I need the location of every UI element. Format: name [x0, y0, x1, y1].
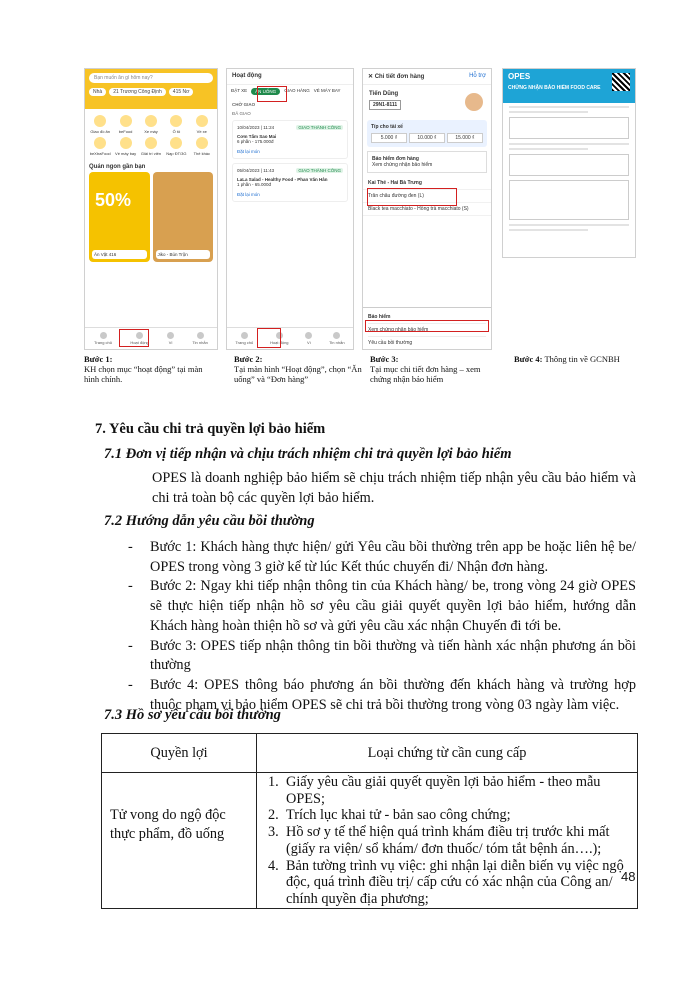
food-cards — [85, 172, 217, 262]
certificate-text-line — [509, 111, 588, 113]
promo-label: 50% — [95, 190, 132, 210]
food-card-name: Ăn Vặt 416 — [92, 250, 147, 259]
sheet-item: Xem chứng nhận bảo hiểm — [368, 324, 486, 337]
bottom-nav — [227, 327, 353, 349]
table-cell-benefit: Tử vong do ngộ độc thực phẩm, đồ uống — [102, 773, 257, 909]
list-number: 1. — [268, 774, 279, 790]
order-item: Black tea macchiato - Hồng trà macchiato (S) — [363, 203, 491, 216]
service-label: Xe máy — [144, 129, 158, 134]
list-item — [263, 807, 631, 824]
table-header-row — [102, 734, 638, 773]
food-card-name: Jiko - Bún Trộn — [156, 250, 211, 259]
list-item — [263, 858, 631, 908]
screenshot-home — [84, 68, 218, 350]
certificate-table — [509, 180, 629, 220]
close-icon: ✕ — [368, 74, 375, 80]
list-number: 4. — [268, 857, 279, 874]
page-number: 48 — [621, 869, 636, 884]
service-label: Giải trí viên — [140, 151, 162, 156]
tab-active: ĂN UỐNG — [251, 88, 280, 95]
subsection-heading: 7.2 Hướng dẫn yêu cầu bồi thường — [104, 513, 315, 529]
service-item — [140, 137, 162, 156]
order-detail-header — [363, 69, 491, 85]
service-item — [89, 137, 111, 156]
table-header: Quyền lợi — [102, 734, 257, 773]
caption-step-3 — [370, 354, 500, 384]
document-text: Bản tường trình vụ việc: ghi nhận lại diễn biến vụ việc ngộ độc, quá trình điều trị/ cấp cứu có xác nhận của Công an/ chính quyền địa phương; — [286, 857, 624, 907]
highlight-box — [257, 86, 287, 102]
section-label: CHỜ GIAO — [232, 102, 256, 107]
driver-name: Tiến Dũng — [369, 91, 399, 97]
certificate-text-line — [509, 224, 629, 226]
service-item — [191, 115, 213, 134]
tip-option: 10.000 ₫ — [409, 133, 445, 143]
list-item: - Bước 3: OPES tiếp nhận thông tin bồi thường và tiến hành xác nhận phương án bồi thường — [128, 637, 636, 676]
nav-item: Trang chủ — [235, 332, 253, 345]
list-item — [263, 824, 631, 857]
screenshot-order-detail — [362, 68, 492, 350]
service-item — [191, 137, 213, 156]
home-header — [85, 69, 217, 109]
caption-text: KH chọn mục “hoạt động” tại màn hình chính. — [84, 364, 203, 384]
certificate-title: CHỨNG NHẬN BẢO HIỂM FOOD CARE — [508, 85, 601, 91]
subsection-heading: 7.1 Đơn vị tiếp nhận và chịu trách nhiệm chi trả quyền lợi bảo hiểm — [104, 446, 512, 462]
order-date: 05/04/2023 | 11:43 — [237, 168, 275, 173]
nav-item: Tin nhắn — [329, 332, 344, 345]
caption-text: Tại màn hình “Hoạt động”, chọn “Ăn uống” và “Đơn hàng” — [234, 364, 362, 384]
service-label: beFood — [118, 129, 133, 134]
documents-list — [263, 774, 631, 908]
insurance-sub: Xem chứng nhận bảo hiểm — [372, 162, 433, 168]
service-item — [165, 115, 187, 134]
table-row — [102, 773, 638, 909]
home-address-chips — [89, 88, 213, 96]
order-status: GIAO THÀNH CÔNG — [298, 168, 341, 173]
nav-item: Ví — [305, 332, 312, 345]
list-item — [263, 774, 631, 807]
list-item: - Bước 4: OPES thông báo phương án bồi thường đến khách hàng và trường hợp thuộc phạm vi bảo hiểm OPES sẽ chi trả bồi thường trong vòng 03 ngày làm việc. — [128, 676, 636, 715]
tip-box — [367, 120, 487, 147]
chip: 415 Nơ — [169, 88, 194, 96]
opes-logo: OPES — [508, 72, 531, 81]
certificate-header — [503, 69, 635, 103]
highlight-box — [257, 328, 281, 348]
highlight-box — [119, 329, 149, 347]
license-plate: 29N1-8111 — [369, 100, 401, 110]
list-item: - Bước 2: Ngay khi tiếp nhận thông tin của Khách hàng/ be, trong vòng 24 giờ OPES sẽ thực hiện tiếp nhận hồ sơ yêu cầu giải quyết quyền lợi bảo hiểm, hướng dẫn Khách hàng hoàn thiện hồ sơ và gửi yêu cầu xác nhận Chuyến đi tới be. — [128, 577, 636, 636]
service-label: Về xe — [196, 129, 207, 134]
service-label: Ô tô — [172, 129, 181, 134]
caption-step: Bước 1: — [84, 354, 113, 364]
tip-option: 5.000 ₫ — [371, 133, 407, 143]
near-title: Quán ngon gần bạn — [89, 164, 146, 170]
caption-text: Tại mục chi tiết đơn hàng – xem chứng nhận bảo hiểm — [370, 364, 481, 384]
order-name: Cơm Tấm Sao Mai — [237, 134, 277, 139]
service-item — [114, 137, 136, 156]
service-icon — [196, 115, 208, 127]
subsection-heading: 7.3 Hồ sơ yêu cầu bồi thường — [104, 707, 281, 723]
food-card — [89, 172, 150, 262]
service-icon — [145, 137, 157, 149]
table-header: Loại chứng từ cần cung cấp — [257, 734, 638, 773]
document-text: Giấy yêu cầu giải quyết quyền lợi bảo hiểm - theo mẫu OPES; — [286, 774, 601, 807]
insurance-title: Bảo hiểm đơn hàng — [372, 156, 419, 162]
certificate-text-line — [509, 106, 629, 108]
shop-name: Kai Thé - Hai Bà Trưng — [363, 177, 491, 190]
service-item — [140, 115, 162, 134]
driver-avatar — [465, 93, 483, 111]
nav-item: Hoạt động — [130, 332, 148, 345]
tab: VÉ MÁY BAY — [313, 88, 341, 93]
nav-item: Ví — [167, 332, 174, 345]
caption-step-1 — [84, 354, 204, 384]
service-icon — [120, 137, 132, 149]
table-cell-documents — [257, 773, 638, 909]
service-grid — [85, 109, 217, 162]
service-icon — [94, 115, 106, 127]
highlight-box — [365, 320, 489, 332]
caption-step-2 — [234, 354, 364, 384]
service-item — [165, 137, 187, 156]
caption-step: Bước 3: — [370, 354, 399, 364]
order-detail-title: Chi tiết đơn hàng — [374, 74, 425, 80]
qr-code-icon — [612, 73, 630, 91]
food-card — [153, 172, 214, 262]
order-item: Trân châu đường đen (L) — [363, 190, 491, 203]
order-date: 10/04/2023 | 11:24 — [237, 125, 275, 130]
caption-text: Thông tin về GCNBH — [544, 354, 620, 364]
section-heading: 7. Yêu cầu chi trả quyền lợi bảo hiểm — [95, 421, 326, 437]
tip-options — [371, 133, 483, 143]
section-sub-label: ĐÃ GIAO — [232, 111, 251, 116]
tip-title: Típ cho tài xế — [371, 124, 403, 130]
screenshot-certificate — [502, 68, 636, 258]
order-status: GIAO THÀNH CÔNG — [298, 125, 341, 130]
service-icon — [196, 137, 208, 149]
nav-item: Hoạt động — [270, 332, 288, 345]
service-label: Nạp ĐT/3G — [166, 151, 187, 156]
service-icon — [170, 115, 182, 127]
service-item — [89, 115, 111, 134]
screenshot-strip — [84, 68, 636, 350]
reorder-link: Đặt lại món — [237, 149, 260, 154]
list-item: - Bước 1: Khách hàng thực hiện/ gửi Yêu cầu bồi thường trên app be hoặc liên hệ be/ OPES trong vòng 3 giờ kể từ lúc Kết thúc chuyến đi/ Nhận đơn hàng. — [128, 538, 636, 577]
list-number: 3. — [268, 824, 279, 841]
certificate-text-line — [509, 229, 588, 231]
paragraph: OPES là doanh nghiệp bảo hiểm sẽ chịu trách nhiệm tiếp nhận yêu cầu bảo hiểm và chi trả toàn bộ các quyền lợi bảo hiểm. — [152, 470, 636, 506]
order-card — [232, 120, 348, 159]
sheet-item: Yêu cầu bồi thường — [368, 337, 486, 350]
activity-title: Hoạt động — [227, 69, 353, 85]
highlight-box — [367, 188, 457, 206]
document-text: Trích lục khai tử - bản sao công chứng; — [286, 807, 511, 824]
nav-item: Tin nhắn — [192, 332, 207, 345]
screenshot-activity — [226, 68, 354, 350]
bottom-nav — [85, 327, 217, 349]
claim-steps-list — [128, 538, 636, 715]
service-icon — [145, 115, 157, 127]
service-icon — [94, 137, 106, 149]
tip-option: 15.000 ₫ — [447, 133, 483, 143]
sheet-title: Bảo hiểm — [368, 311, 486, 324]
order-price: 6 phần - 175.000đ — [237, 139, 274, 144]
caption-step: Bước 4: — [514, 354, 543, 364]
service-label: Giao đồ ăn — [90, 129, 110, 134]
order-insurance-row — [367, 151, 487, 173]
certificate-table — [509, 117, 629, 139]
list-number: 2. — [268, 807, 279, 824]
certificate-table — [509, 154, 629, 176]
service-icon — [170, 137, 182, 149]
tab: ĐẶT XE — [231, 88, 248, 93]
service-icon — [120, 115, 132, 127]
caption-step-4 — [514, 354, 654, 364]
claim-documents-table — [101, 733, 638, 909]
service-label: Thẻ khác — [193, 151, 211, 156]
activity-tabs — [227, 85, 353, 98]
chip: Nhà — [89, 88, 106, 96]
home-search-bar: Bạn muốn ăn gì hôm nay? — [89, 73, 213, 83]
reorder-link: Đặt lại món — [237, 192, 260, 197]
tab: GIAO HÀNG — [284, 88, 310, 93]
certificate-text-line — [509, 143, 629, 145]
order-price: 1 phần - 65.000đ — [237, 182, 272, 187]
help-link: Hỗ trợ — [469, 73, 486, 79]
certificate-text-line — [509, 148, 588, 150]
nav-item: Trang chủ — [94, 332, 112, 345]
service-label: beXtraFood — [89, 151, 111, 156]
caption-step: Bước 2: — [234, 354, 263, 364]
chip: 21 Trương Công Định — [109, 88, 166, 96]
order-card — [232, 163, 348, 202]
service-item — [114, 115, 136, 134]
service-label: Vé máy bay — [115, 151, 137, 156]
document-text: Hồ sơ y tế thể hiện quá trình khám điều trị trước khi mất (giấy ra viện/ sổ khám/ đơn thuốc/ tóm tắt bệnh án….); — [286, 824, 610, 857]
order-name: LaLa Salad - Healthy Food - Phan Văn Hân — [237, 177, 328, 182]
